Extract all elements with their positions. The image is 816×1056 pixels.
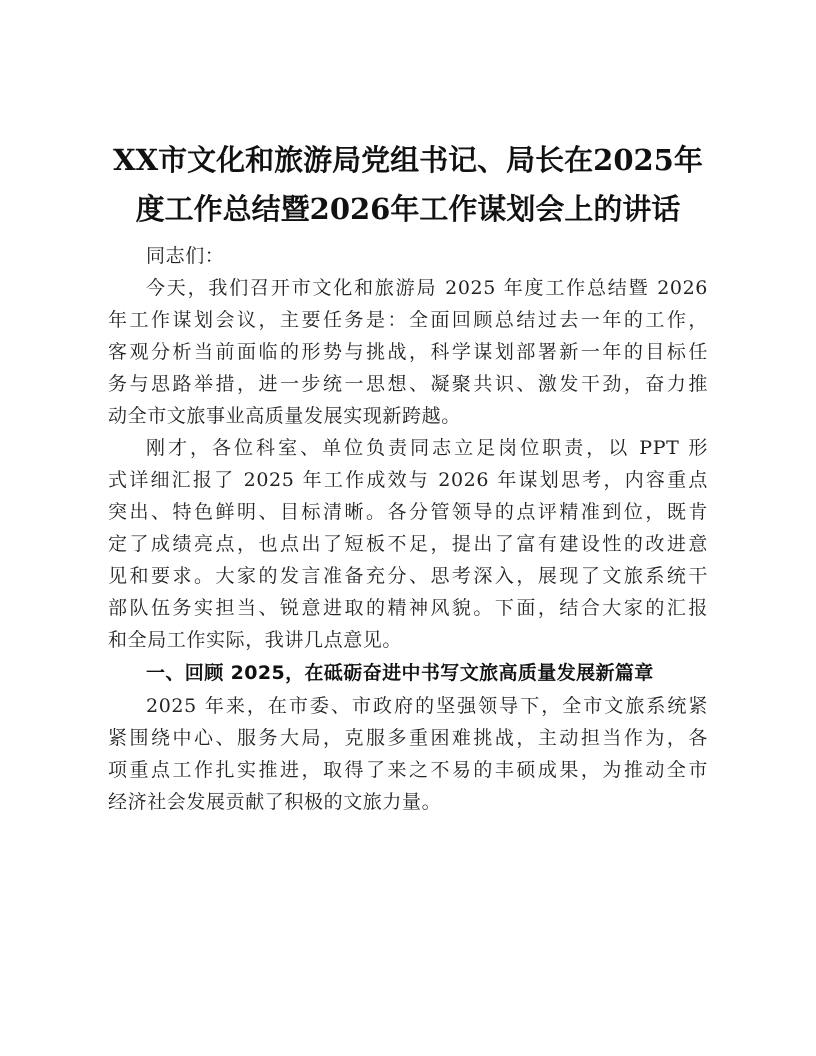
paragraph-reports — [108, 432, 708, 656]
paragraph-line: 和全局工作实际，我讲几点意见。 — [108, 629, 403, 651]
paragraph-opening — [108, 272, 708, 432]
document-body — [108, 240, 708, 818]
paragraph-line: 突出、特色鲜明、目标清晰。各分管领导的点评精准到位，既肯 — [108, 501, 708, 523]
paragraph-line: 项重点工作扎实推进，取得了来之不易的丰硕成果，为推动全市 — [108, 759, 708, 781]
paragraph-line: 务与思路举措，进一步统一思想、凝聚共识、激发干劲，奋力推 — [108, 373, 708, 395]
paragraph-line: 定了成绩亮点，也点出了短板不足，提出了富有建设性的改进意 — [108, 533, 708, 555]
paragraph-line: 式详细汇报了 2025 年工作成效与 2026 年谋划思考，内容重点 — [108, 469, 708, 491]
paragraph-line: 2025 年来，在市委、市政府的坚强领导下，全市文旅系统紧 — [146, 695, 708, 717]
title-line-2: 度工作总结暨2026年工作谋划会上的讲话 — [135, 192, 681, 226]
paragraph-line: 经济社会发展贡献了积极的文旅力量。 — [108, 791, 442, 813]
paragraph-line: 今天，我们召开市文化和旅游局 2025 年度工作总结暨 2026 — [146, 277, 708, 299]
salutation: 同志们： — [146, 245, 225, 267]
paragraph-line: 刚才，各位科室、单位负责同志立足岗位职责，以 PPT 形 — [146, 437, 708, 459]
paragraph-line: 紧围绕中心、服务大局，克服多重困难挑战，主动担当作为，各 — [108, 727, 708, 749]
paragraph-line: 年工作谋划会议，主要任务是：全面回顾总结过去一年的工作， — [108, 309, 708, 331]
section-heading: 一、回顾 2025，在砥砺奋进中书写文旅高质量发展新篇章 — [146, 662, 654, 684]
paragraph-review — [108, 690, 708, 818]
paragraph-line: 客观分析当前面临的形势与挑战，科学谋划部署新一年的目标任 — [108, 341, 708, 363]
paragraph-line: 动全市文旅事业高质量发展实现新跨越。 — [108, 405, 461, 427]
document-title — [100, 136, 716, 234]
paragraph-line: 部队伍务实担当、锐意进取的精神风貌。下面，结合大家的汇报 — [108, 597, 708, 619]
title-line-1: XX市文化和旅游局党组书记、局长在2025年 — [113, 143, 703, 177]
paragraph-line: 见和要求。大家的发言准备充分、思考深入，展现了文旅系统干 — [108, 565, 708, 587]
